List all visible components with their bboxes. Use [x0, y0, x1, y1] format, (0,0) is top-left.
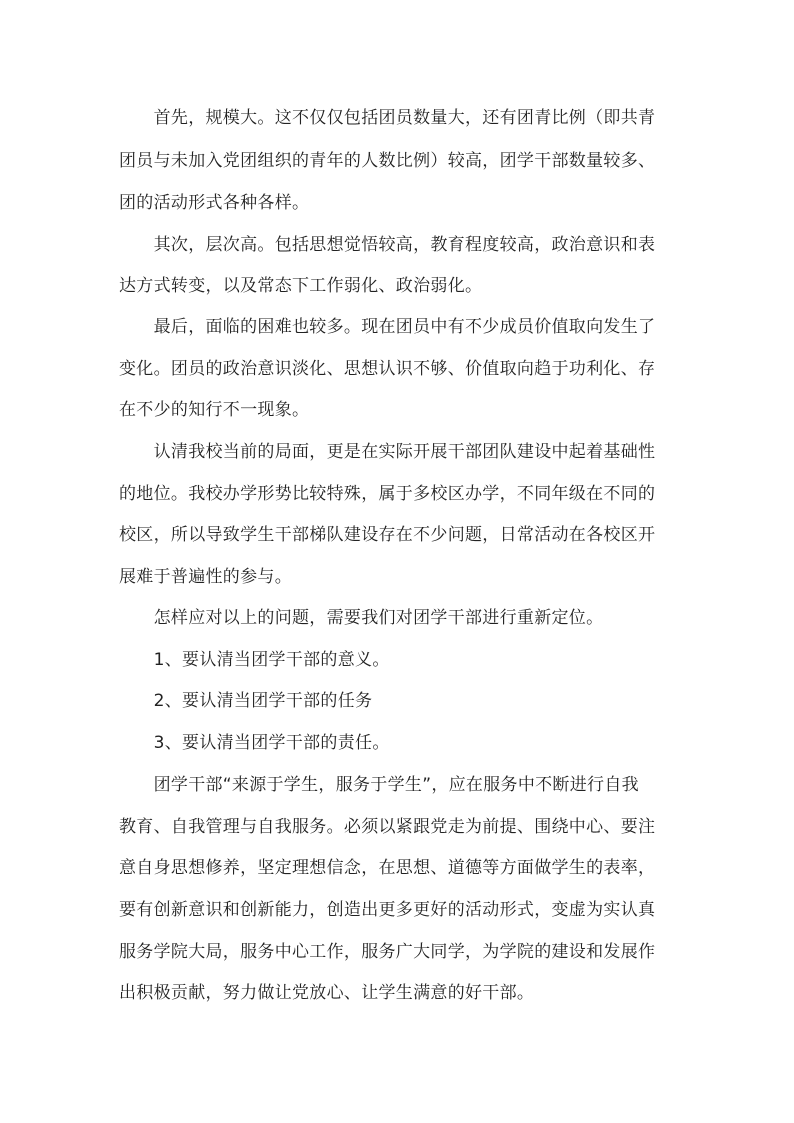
paragraph-line: 团的活动形式各种各样。 — [119, 193, 310, 213]
paragraph-line: 校区，所以导致学生干部梯队建设存在不少问题，日常活动在各校区开 — [119, 525, 656, 545]
paragraph-line: 其次，层次高。包括思想觉悟较高，教育程度较高，政治意识和表 — [119, 235, 656, 255]
paragraph-line: 认清我校当前的局面，更是在实际开展干部团队建设中起着基础性 — [119, 442, 656, 462]
paragraph-line: 首先，规模大。这不仅仅包括团员数量大，还有团青比例（即共青 — [119, 108, 656, 128]
paragraph-line: 在不少的知行不一现象。 — [119, 400, 310, 420]
paragraph-line: 怎样应对以上的问题，需要我们对团学干部进行重新定位。 — [119, 608, 604, 628]
paragraph-line: 最后，面临的困难也较多。现在团员中有不少成员价值取向发生了 — [119, 317, 656, 337]
paragraph-line: 出积极贡献，努力做让党放心、让学生满意的好干部。 — [119, 983, 535, 1003]
paragraph-line: 的地位。我校办学形势比较特殊，属于多校区办学，不同年级在不同的 — [119, 484, 656, 504]
paragraph-line: 展难于普遍性的参与。 — [119, 567, 292, 587]
paragraph-line: 教育、自我管理与自我服务。必须以紧跟党走为前提、围绕中心、要注 — [119, 817, 656, 837]
list-item: 3、要认清当团学干部的责任。 — [119, 733, 390, 753]
list-item: 2、要认清当团学干部的任务 — [119, 691, 373, 711]
paragraph-line: 意自身思想修养，坚定理想信念，在思想、道德等方面做学生的表率， — [119, 858, 656, 878]
paragraph-line: 要有创新意识和创新能力，创造出更多更好的活动形式，变虚为实认真 — [119, 900, 656, 920]
paragraph-line: 服务学院大局，服务中心工作，服务广大同学，为学院的建设和发展作 — [119, 942, 656, 962]
list-item: 1、要认清当团学干部的意义。 — [119, 650, 390, 670]
paragraph-line: 达方式转变，以及常态下工作弱化、政治弱化。 — [119, 276, 483, 296]
paragraph-line: 变化。团员的政治意识淡化、思想认识不够、价值取向趋于功利化、存 — [119, 359, 656, 379]
paragraph-line: 团员与未加入党团组织的青年的人数比例）较高，团学干部数量较多、 — [119, 151, 656, 171]
paragraph-line: 团学干部“来源于学生，服务于学生”，应在服务中不断进行自我 — [119, 775, 639, 795]
